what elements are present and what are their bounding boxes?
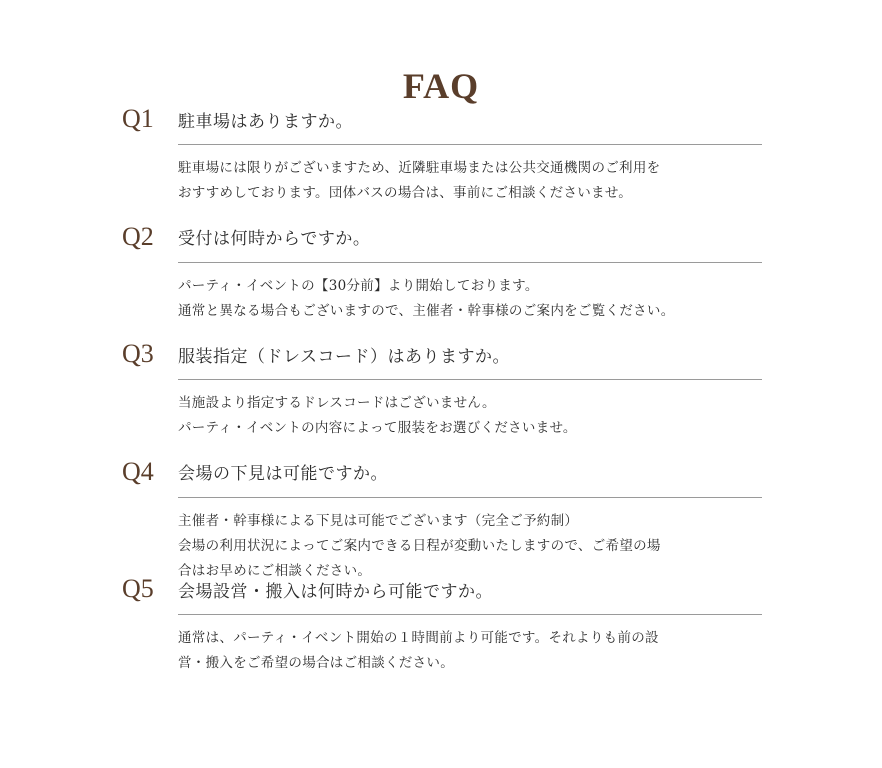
answer-line: パーティ・イベントの【30分前】より開始しております。 bbox=[178, 277, 539, 294]
question-row bbox=[122, 337, 762, 371]
answer-line: 当施設より指定するドレスコードはございません。 bbox=[178, 395, 496, 411]
question-number: Q1 bbox=[122, 104, 154, 133]
question-text: 受付は何時からですか。 bbox=[178, 229, 371, 249]
answer-line: パーティ・イベントの内容によって服装をお選びくださいませ。 bbox=[178, 420, 577, 436]
question-row bbox=[122, 572, 762, 606]
question-divider bbox=[178, 497, 762, 498]
faq-list bbox=[122, 102, 762, 690]
answer-text bbox=[178, 626, 762, 676]
page-title: FAQ bbox=[402, 66, 480, 107]
question-text: 会場設営・搬入は何時から可能ですか。 bbox=[178, 581, 493, 602]
faq-item-3 bbox=[122, 337, 762, 455]
answer-line: 駐車場には限りがございますため、近隣駐車場または公共交通機関のご利用を bbox=[178, 160, 661, 176]
faq-item-1 bbox=[122, 102, 762, 220]
question-divider bbox=[178, 379, 762, 380]
question-number: Q3 bbox=[122, 339, 154, 368]
question-text: 会場の下見は可能ですか。 bbox=[178, 464, 388, 484]
answer-line: 営・搬入をご希望の場合はご相談ください。 bbox=[178, 655, 454, 671]
answer-line: 会場の利用状況によってご案内できる日程が変動いたしますので、ご希望の場 bbox=[178, 537, 661, 554]
answer-line: おすすめしております。団体バスの場合は、事前にご相談くださいませ。 bbox=[178, 185, 633, 201]
question-number: Q5 bbox=[122, 574, 154, 603]
answer-line: 合はお早めにご相談ください。 bbox=[178, 562, 372, 579]
answer-text bbox=[178, 156, 762, 206]
answer-text bbox=[178, 274, 762, 324]
answer-text bbox=[178, 391, 762, 441]
question-row bbox=[122, 102, 762, 136]
question-text: 服装指定（ドレスコード）はありますか。 bbox=[178, 346, 510, 367]
faq-item-4 bbox=[122, 455, 762, 579]
answer-line: 通常と異なる場合もございますので、主催者・幹事様のご案内をご覧ください。 bbox=[178, 302, 675, 319]
question-number: Q4 bbox=[122, 456, 154, 486]
question-divider bbox=[178, 614, 762, 615]
question-divider bbox=[178, 262, 762, 263]
question-text: 駐車場はありますか。 bbox=[178, 111, 353, 132]
question-number: Q2 bbox=[122, 221, 154, 251]
answer-line: 通常は、パーティ・イベント開始の１時間前より可能です。それよりも前の設 bbox=[178, 630, 659, 646]
question-divider bbox=[178, 144, 762, 145]
question-row bbox=[122, 220, 762, 254]
faq-item-5 bbox=[122, 572, 762, 690]
question-row bbox=[122, 455, 762, 489]
faq-item-2 bbox=[122, 220, 762, 338]
answer-line: 主催者・幹事様による下見は可能でございます（完全ご予約制） bbox=[178, 512, 579, 529]
